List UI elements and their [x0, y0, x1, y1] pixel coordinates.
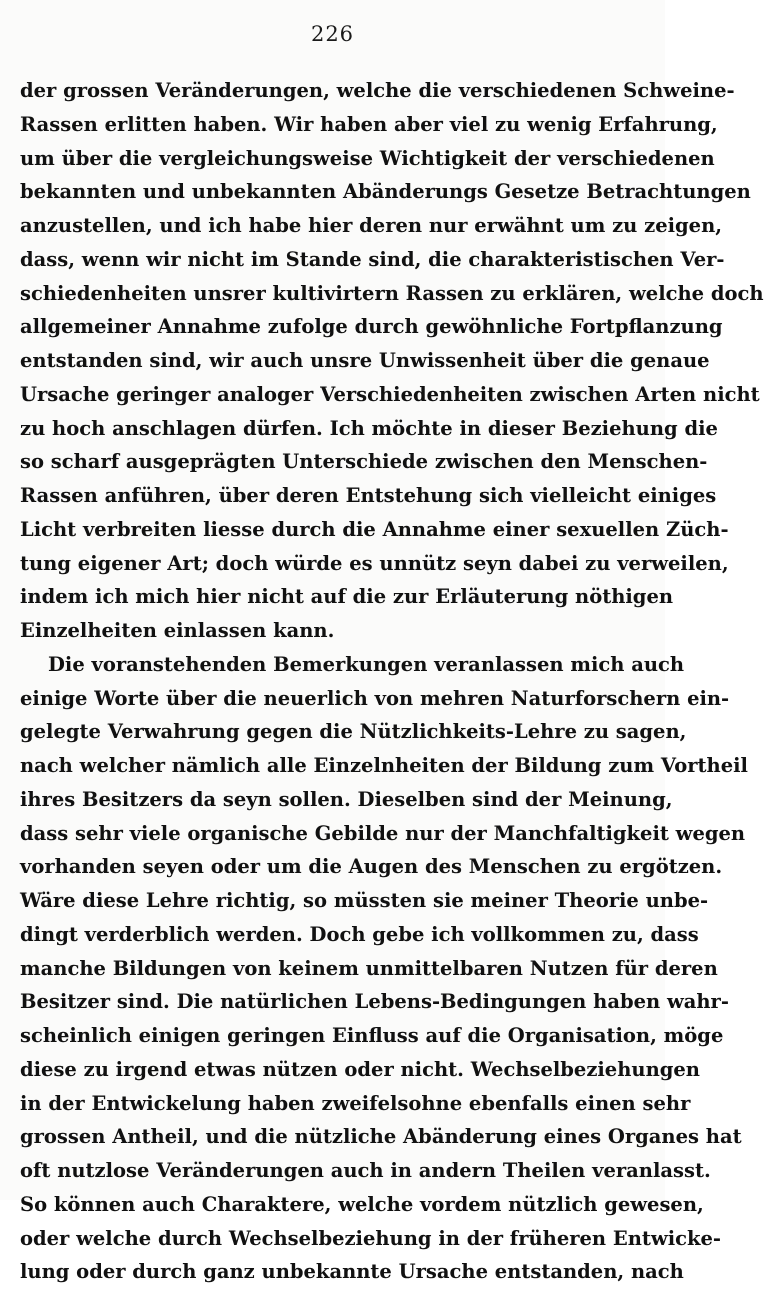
text-line: gelegte Verwahrung gegen die Nützlichkeits-Lehre zu sagen, — [20, 720, 687, 744]
page-number: 226 — [310, 22, 355, 46]
text-line: um über die vergleichungsweise Wichtigkeit der verschiedenen — [20, 146, 715, 170]
text-line: allgemeiner Annahme zufolge durch gewöhnliche Fortpflanzung — [20, 315, 723, 339]
text-line: Rassen erlitten haben. Wir haben aber viel zu wenig Erfahrung, — [20, 112, 718, 136]
text-line: Wäre diese Lehre richtig, so müssten sie meiner Theorie unbe- — [20, 889, 709, 912]
text-line: manche Bildungen von keinem unmittelbaren Nutzen für deren — [20, 956, 718, 980]
text-line: ihres Besitzers da seyn sollen. Dieselben sind der Meinung, — [20, 787, 673, 811]
body-text — [20, 74, 764, 1289]
text-line: nach welcher nämlich alle Einzelnheiten der Bildung zum Vortheil — [20, 754, 748, 777]
text-line: indem ich mich hier nicht auf die zur Erläuterung nöthigen — [20, 585, 674, 609]
text-line: zu hoch anschlagen dürfen. Ich möchte in dieser Beziehung die — [20, 416, 718, 440]
paragraph-end-line: Einzelheiten einlassen kann. — [20, 619, 335, 642]
text-line: in der Entwickelung haben zweifelsohne ebenfalls einen sehr — [20, 1091, 691, 1115]
text-line: vorhanden seyen oder um die Augen des Menschen zu ergötzen. — [20, 855, 723, 879]
text-line: dingt verderblich werden. Doch gebe ich vollkommen zu, dass — [20, 922, 699, 946]
text-line: so scharf ausgeprägten Unterschiede zwischen den Menschen- — [20, 450, 708, 474]
text-line: oft nutzlose Veränderungen auch in andern Theilen veranlasst. — [20, 1159, 711, 1182]
text-line: tung eigener Art; doch würde es unnütz seyn dabei zu verweilen, — [20, 551, 729, 575]
text-line: entstanden sind, wir auch unsre Unwissenheit über die genaue — [20, 349, 710, 372]
text-line: oder welche durch Wechselbeziehung in der früheren Entwicke- — [20, 1226, 722, 1250]
text-line: anzustellen, und ich habe hier deren nur erwähnt um zu zeigen, — [20, 214, 723, 237]
text-line: Besitzer sind. Die natürlichen Lebens-Bedingungen haben wahr- — [20, 990, 729, 1014]
text-line: dass, wenn wir nicht im Stande sind, die charakteristischen Ver- — [20, 247, 725, 271]
text-line: Licht verbreiten liesse durch die Annahme einer sexuellen Züch- — [20, 517, 729, 541]
text-line: So können auch Charaktere, welche vordem nützlich gewesen, — [20, 1192, 704, 1216]
text-line: bekannten und unbekannten Abänderungs Gesetze Betrachtungen — [20, 180, 751, 204]
text-line: einige Worte über die neuerlich von mehren Naturforschern ein- — [20, 686, 730, 710]
text-line: Rassen anführen, über deren Entstehung sich vielleicht einiges — [20, 484, 717, 507]
text-line: schiedenheiten unsrer kultivirtern Rassen zu erklären, welche doch — [20, 281, 764, 305]
text-line: dass sehr viele organische Gebilde nur der Manchfaltigkeit wegen — [20, 821, 746, 845]
text-line: lung oder durch ganz unbekannte Ursache entstanden, nach — [20, 1260, 684, 1284]
text-line: der grossen Veränderungen, welche die verschiedenen Schweine- — [20, 79, 735, 102]
text-line: diese zu irgend etwas nützen oder nicht. Wechselbeziehungen — [20, 1057, 700, 1081]
text-line: grossen Antheil, und die nützliche Abänderung eines Organes hat — [20, 1125, 742, 1149]
paragraph-start-line: Die voranstehenden Bemerkungen veranlassen mich auch — [48, 652, 685, 676]
text-line: Ursache geringer analoger Verschiedenheiten zwischen Arten nicht — [20, 382, 760, 406]
text-line: scheinlich einigen geringen Einfluss auf die Organisation, möge — [20, 1024, 724, 1047]
